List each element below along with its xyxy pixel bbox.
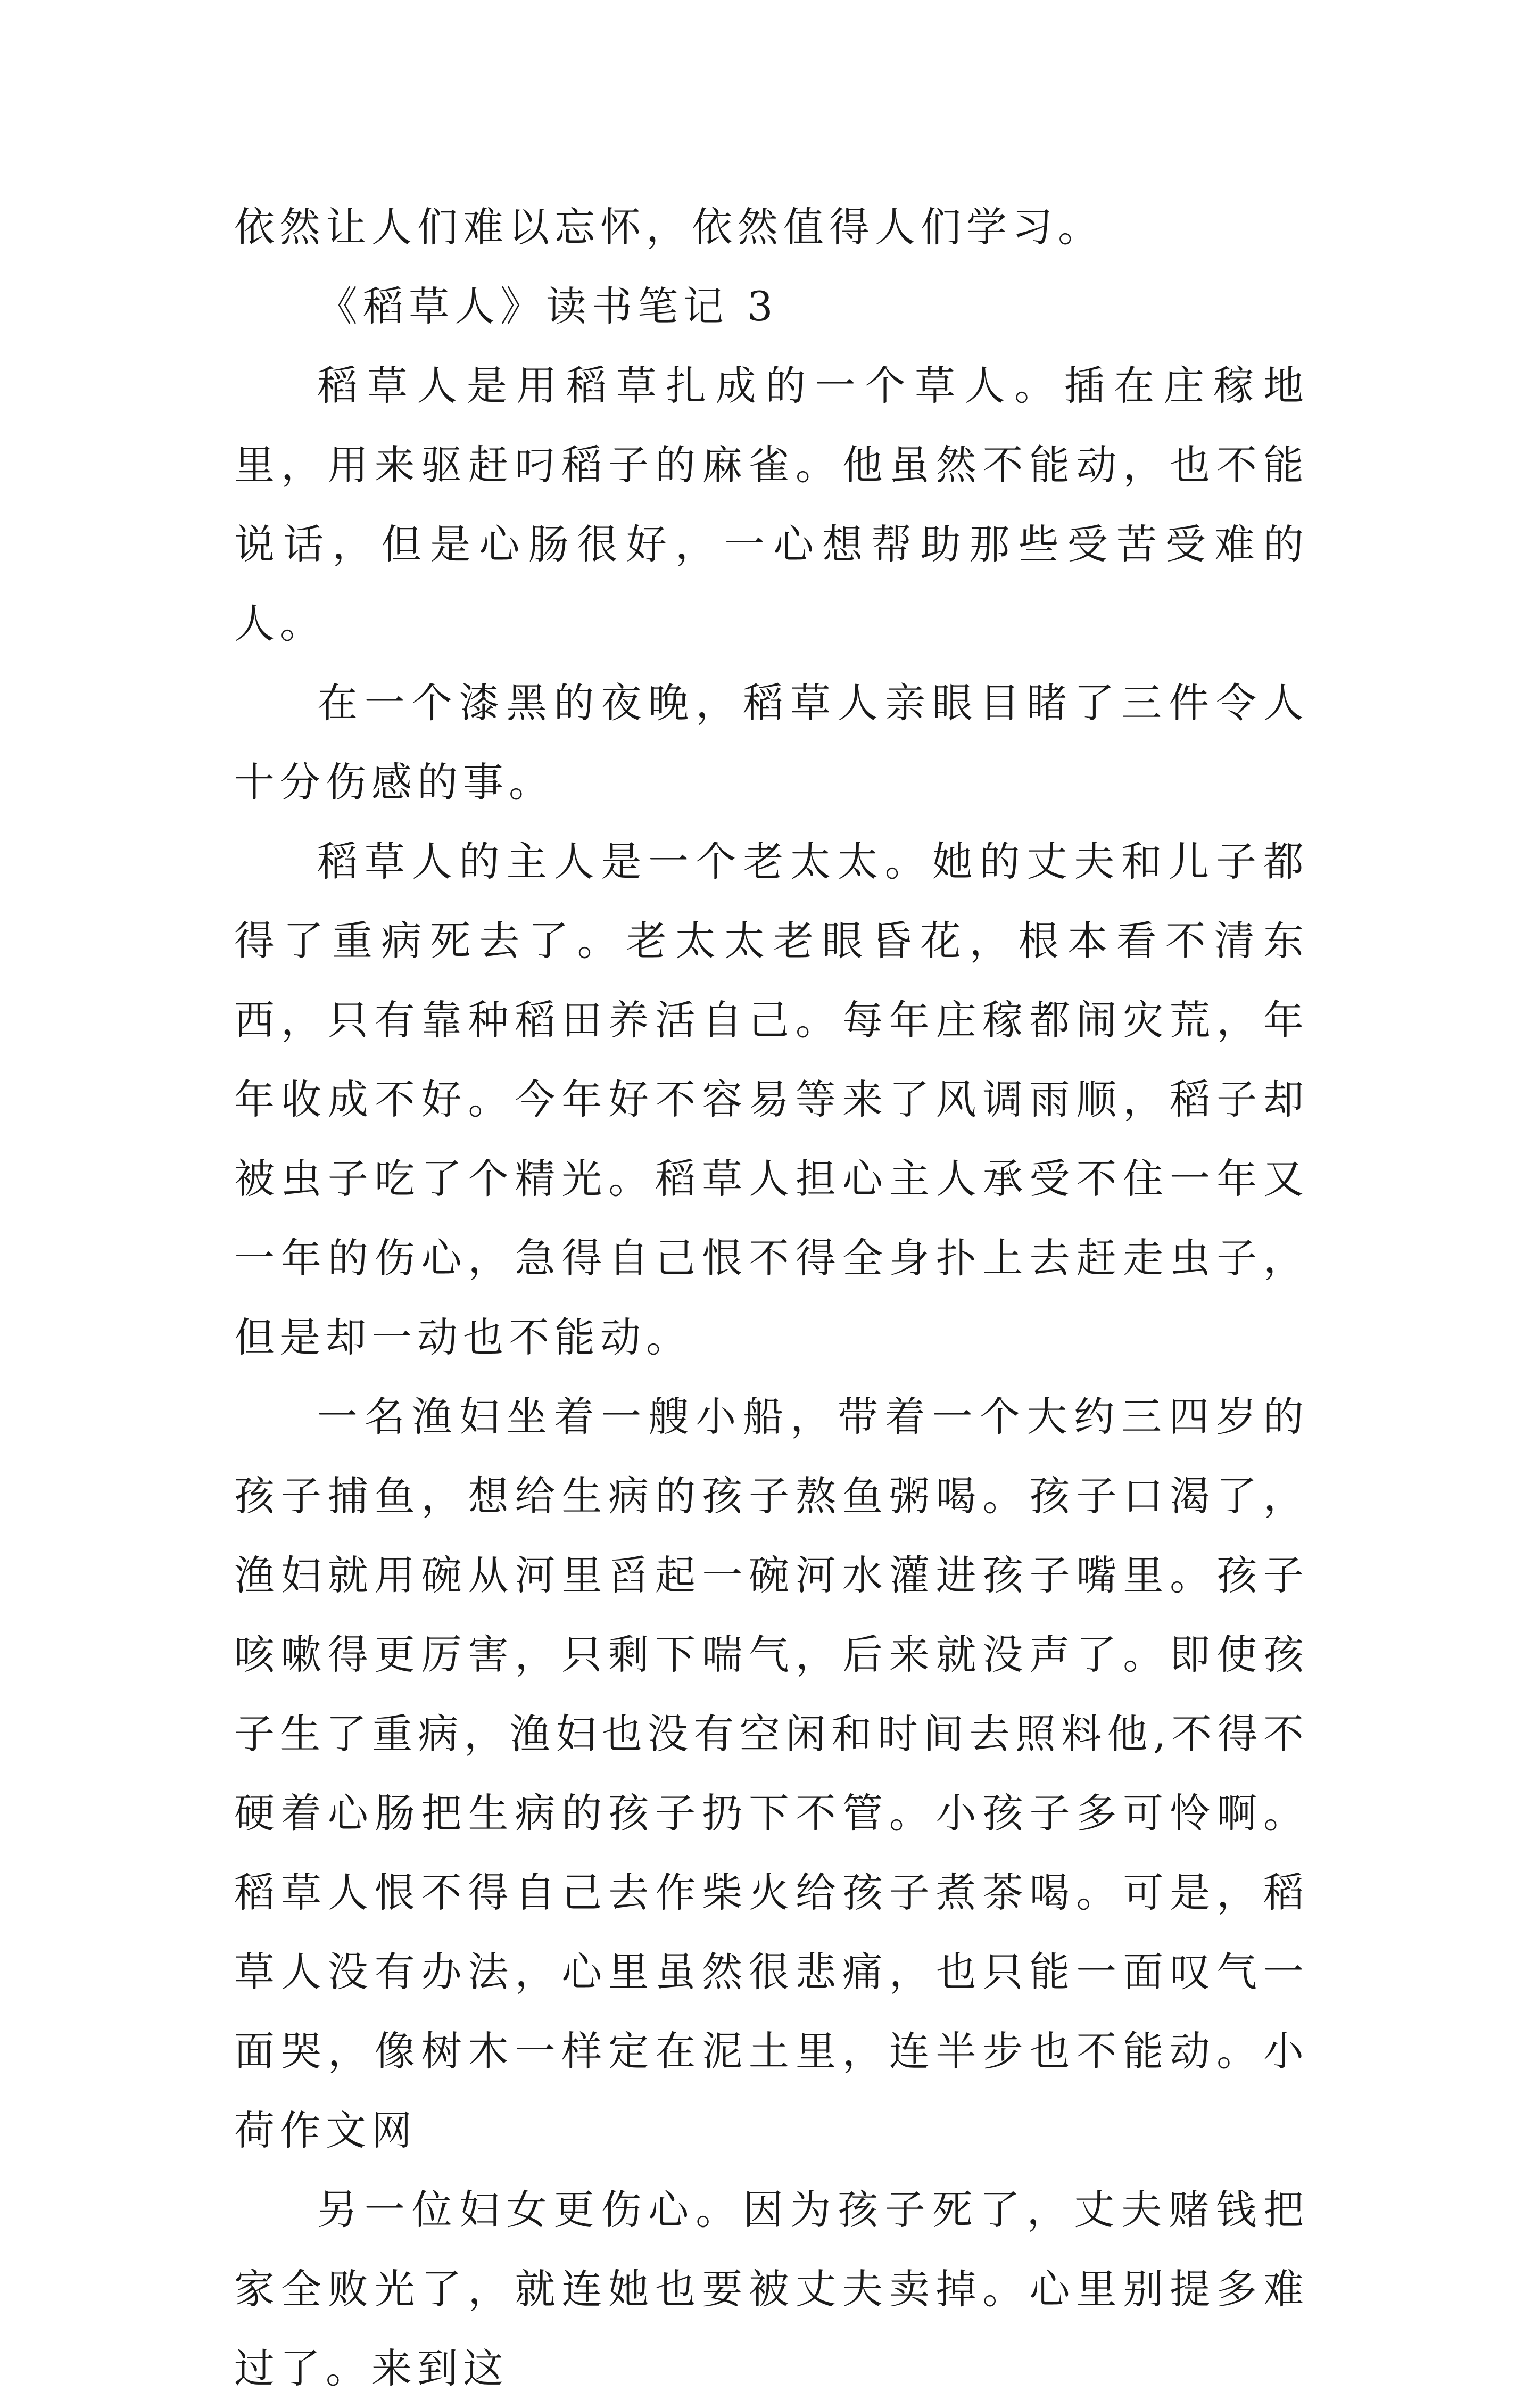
document-body xyxy=(234,187,1309,2408)
paragraph-night: 在一个漆黑的夜晚，稻草人亲眼目睹了三件令人十分伤感的事。 xyxy=(234,679,1309,806)
paragraph-intro: 稻草人是用稻草扎成的一个草人。插在庄稼地里，用来驱赶叼稻子的麻雀。他虽然不能动，也不能说话，但是心肠很好，一心想帮助那些受苦受难的人。 xyxy=(234,362,1309,647)
paragraph-another-woman: 另一位妇女更伤心。因为孩子死了，丈夫赌钱把家全败光了，就连她也要被丈夫卖掉。心里别提多难过了。来到这 xyxy=(234,2186,1309,2392)
paragraph-fisherwoman: 一名渔妇坐着一艘小船，带着一个大约三四岁的孩子捕鱼，想给生病的孩子熬鱼粥喝。孩子口渴了，渔妇就用碗从河里舀起一碗河水灌进孩子嘴里。孩子咳嗽得更厉害，只剩下喘气，后来就没声了。即使孩子生了重病，渔妇也没有空闲和时间去照料他,不得不硬着心肠把生病的孩子扔下不管。小孩子多可怜啊。稻草人恨不得自己去作柴火给孩子煮茶喝。可是，稻草人没有办法，心里虽然很悲痛，也只能一面叹气一面哭，像树木一样定在泥土里，连半步也不能动。小荷作文网 xyxy=(234,1393,1309,2154)
section-heading: 《稻草人》读书笔记 3 xyxy=(317,283,779,330)
paragraph-old-woman: 稻草人的主人是一个老太太。她的丈夫和儿子都得了重病死去了。老太太老眼昏花，根本看不清东西，只有靠种稻田养活自己。每年庄稼都闹灾荒，年年收成不好。今年好不容易等来了风调雨顺，稻子却被虫子吃了个精光。稻草人担心主人承受不住一年又一年的伤心，急得自己恨不得全身扑上去赶走虫子，但是却一动也不能动。 xyxy=(234,838,1309,1361)
paragraph-continuation: 依然让人们难以忘怀，依然值得人们学习。 xyxy=(234,203,1104,251)
